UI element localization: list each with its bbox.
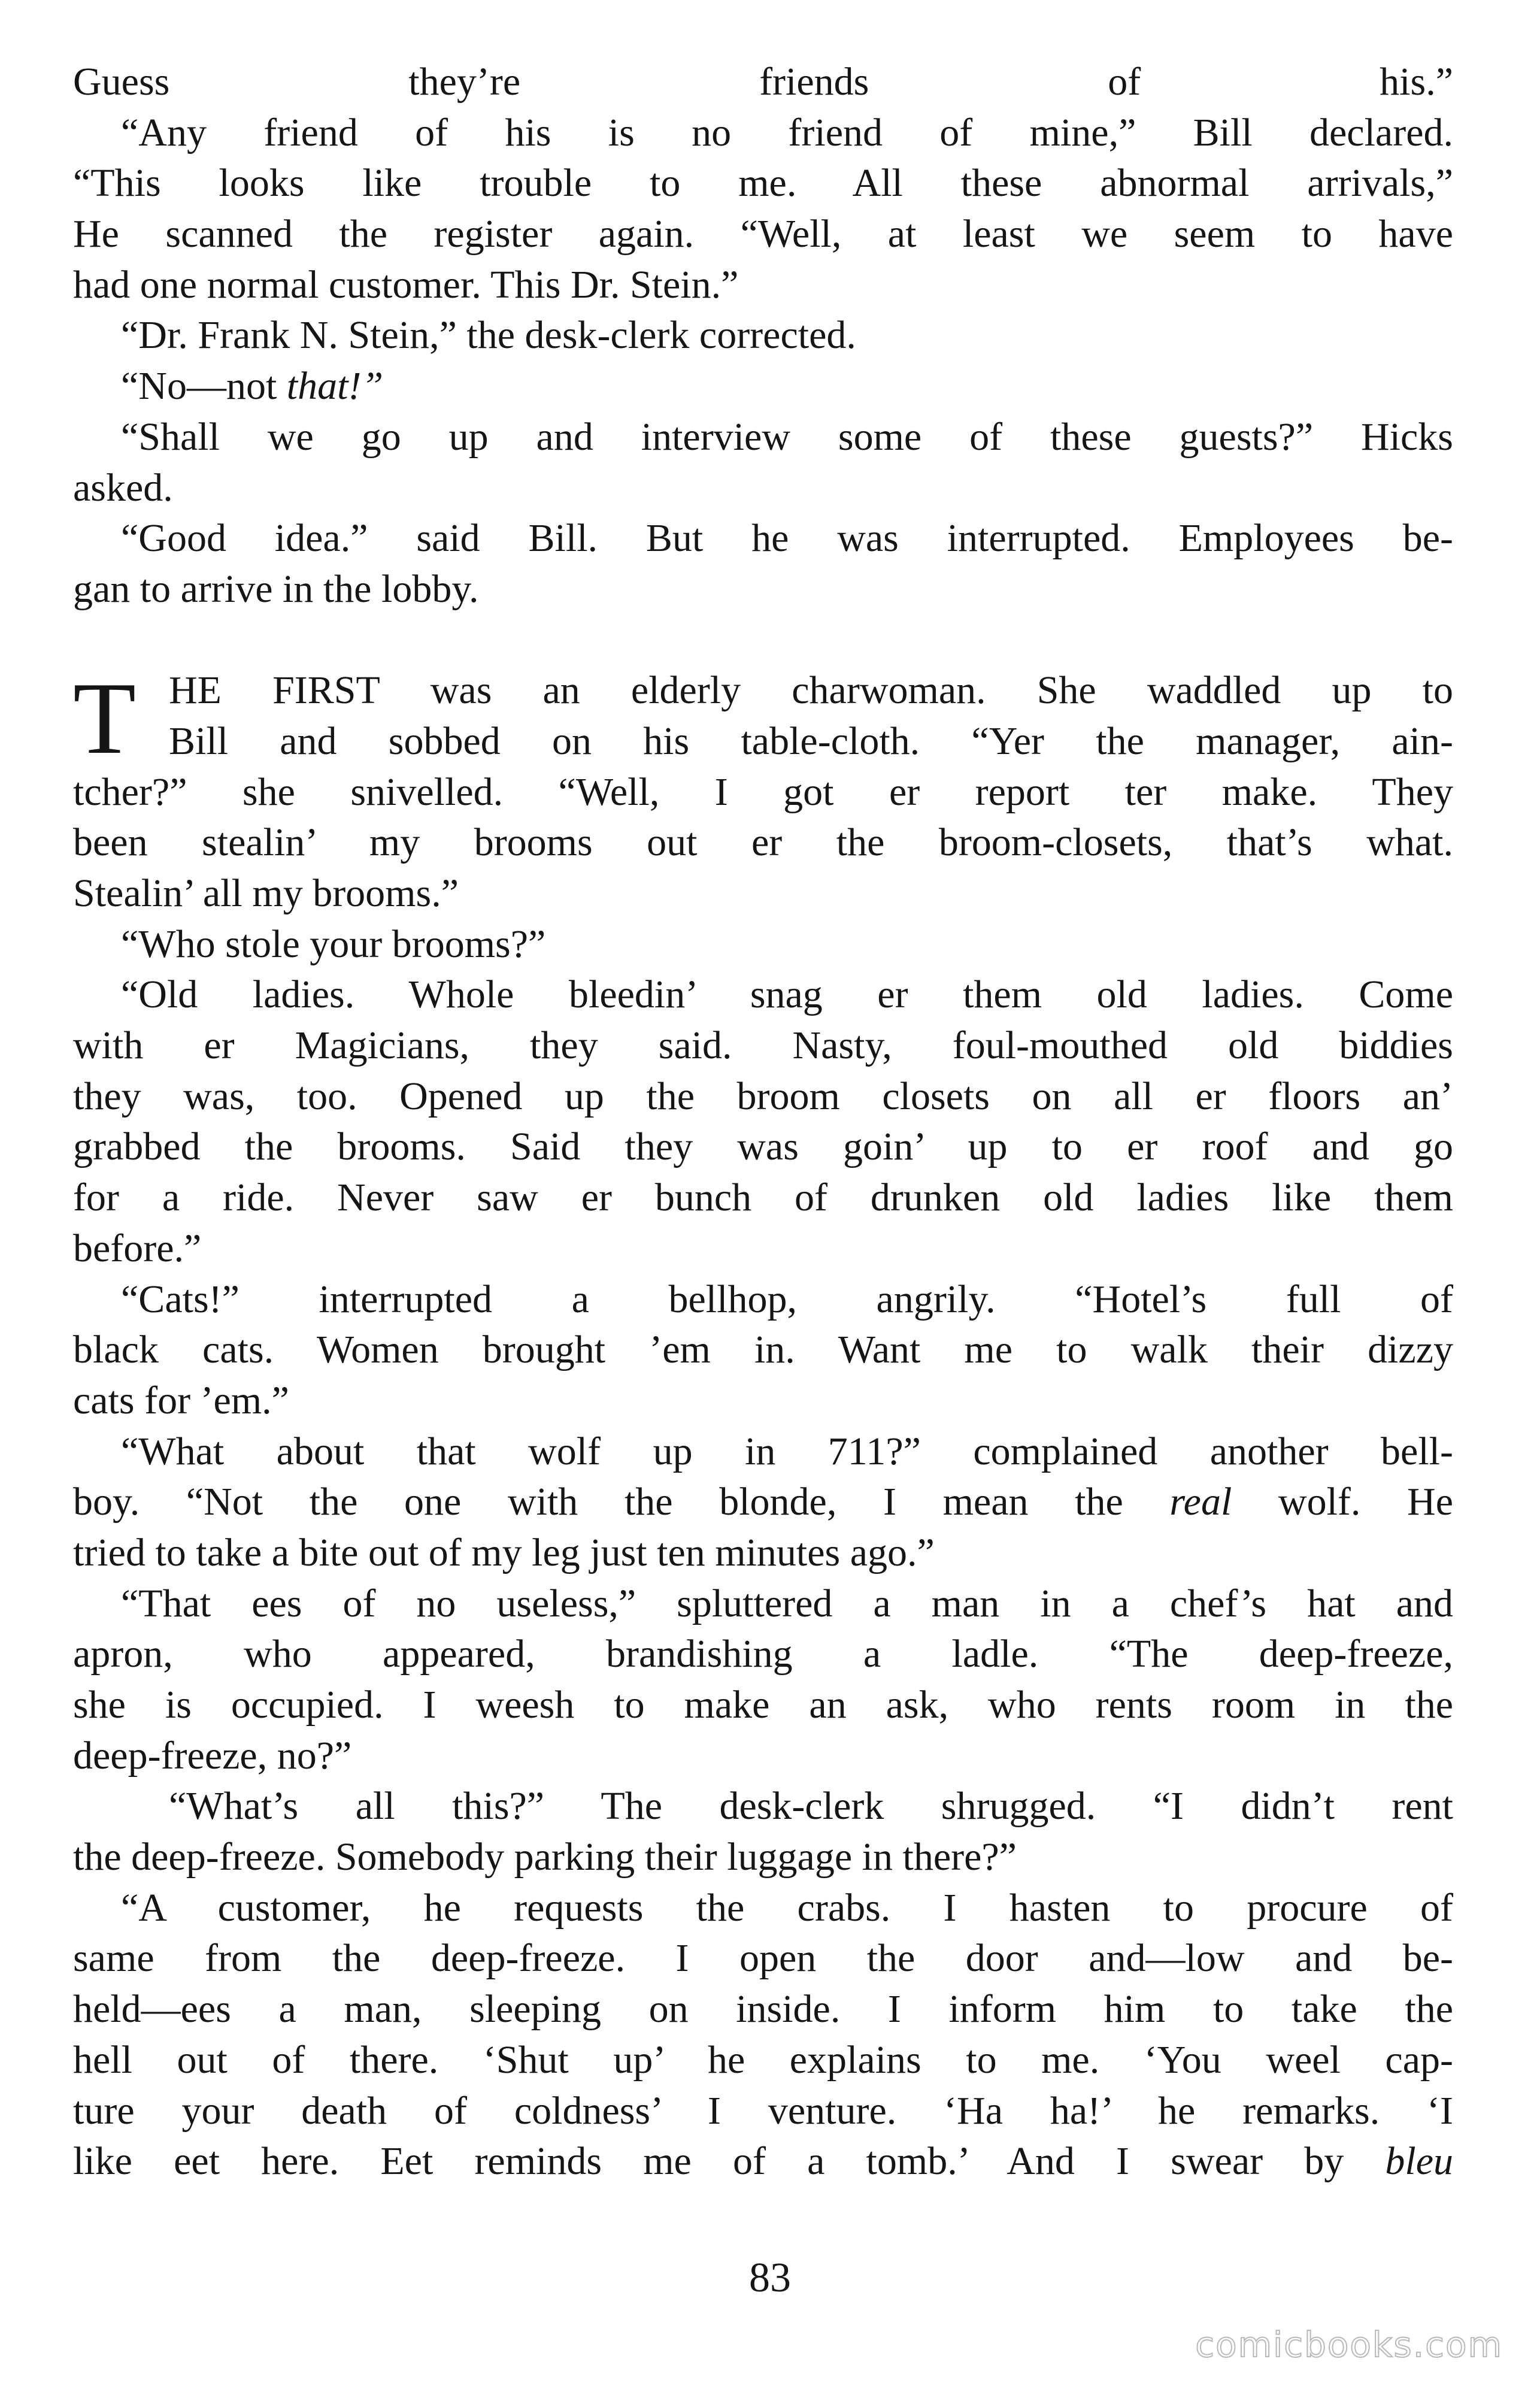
text-line: Guess they’re friends of his.” xyxy=(73,60,1453,104)
text-line: black cats. Women brought ’em in. Want me to walk their dizzy xyxy=(73,1328,1453,1372)
text-line: “Old ladies. Whole bleedin’ snag er them old ladies. Come xyxy=(121,973,1453,1017)
body-text xyxy=(73,57,1453,2187)
text-line: gan to arrive in the lobby. xyxy=(73,567,479,611)
text-line xyxy=(73,2136,1453,2187)
text-line: asked. xyxy=(73,465,173,510)
text-line: “What’s all this?” The desk-clerk shrugged. “I didn’t rent xyxy=(169,1784,1453,1828)
text-line: HE FIRST was an elderly charwoman. She waddled up to xyxy=(169,668,1453,713)
text-line: Bill and sobbed on his table-cloth. “Yer the manager, ain- xyxy=(169,719,1453,763)
text-line: held—ees a man, sleeping on inside. I inform him to take the xyxy=(73,1987,1453,2031)
text-line: had one normal customer. This Dr. Stein.” xyxy=(73,262,739,307)
page-number: 83 xyxy=(749,2255,791,2301)
text-line: “Dr. Frank N. Stein,” the desk-clerk corrected. xyxy=(121,313,856,358)
text-line: “Who stole your brooms?” xyxy=(121,922,546,966)
text-line: deep-freeze, no?” xyxy=(73,1733,352,1778)
drop-cap: T xyxy=(73,662,137,776)
text-span: like eet here. Eet reminds me of a tomb.’ And I swear by xyxy=(73,2139,1386,2184)
italic-text: bleu xyxy=(1385,2139,1453,2184)
text-line: “Any friend of his is no friend of mine,” Bill declared. xyxy=(121,110,1453,155)
text-span: wolf. He xyxy=(1232,1480,1454,1524)
text-span: boy. “Not the one with the blonde, I mean the xyxy=(73,1480,1170,1524)
text-line: been stealin’ my brooms out er the broom-closets, that’s what. xyxy=(73,820,1453,865)
text-line: “A customer, he requests the crabs. I hasten to procure of xyxy=(121,1885,1453,1930)
text-line: they was, too. Opened up the broom closets on all er floors an’ xyxy=(73,1074,1453,1118)
text-line: tried to take a bite out of my leg just ten minutes ago.” xyxy=(73,1530,935,1574)
text-line: He scanned the register again. “Well, at least we seem to have xyxy=(73,212,1453,256)
text-line xyxy=(73,361,1453,412)
text-line: the deep-freeze. Somebody parking their luggage in there?” xyxy=(73,1835,1017,1879)
text-line: before.” xyxy=(73,1226,202,1270)
text-line: tcher?” she snivelled. “Well, I got er report ter make. They xyxy=(73,770,1453,814)
text-span: “No—not xyxy=(121,364,287,408)
text-line: grabbed the brooms. Said they was goin’ up to er roof and go xyxy=(73,1125,1453,1169)
text-line: she is occupied. I weesh to make an ask, who rents room in the xyxy=(73,1683,1453,1727)
section-break xyxy=(73,615,1453,666)
text-line: “Shall we go up and interview some of these guests?” Hicks xyxy=(121,414,1453,459)
text-line: apron, who appeared, brandishing a ladle. “The deep-freeze, xyxy=(73,1632,1453,1676)
text-line: same from the deep-freeze. I open the door and—low and be- xyxy=(73,1936,1453,1981)
text-line: “This looks like trouble to me. All these abnormal arrivals,” xyxy=(73,161,1453,205)
text-line: “Good idea.” said Bill. But he was interrupted. Employees be- xyxy=(121,516,1453,561)
italic-text: that!” xyxy=(286,364,384,408)
text-line: cats for ’em.” xyxy=(73,1378,289,1422)
text-line: “That ees of no useless,” spluttered a man in a chef’s hat and xyxy=(121,1581,1453,1625)
text-line xyxy=(73,1477,1453,1528)
text-line: ture your death of coldness’ I venture. ‘Ha ha!’ he remarks. ‘I xyxy=(73,2088,1453,2133)
watermark: comicbooks.com xyxy=(1195,2324,1503,2365)
text-line: with er Magicians, they said. Nasty, foul-mouthed old biddies xyxy=(73,1024,1453,1068)
italic-text: real xyxy=(1169,1480,1232,1524)
drop-cap-paragraph xyxy=(73,662,1453,776)
text-line: hell out of there. ‘Shut up’ he explains to me. ‘You weel cap- xyxy=(73,2037,1453,2082)
text-line: for a ride. Never saw er bunch of drunken old ladies like them xyxy=(73,1176,1453,1220)
text-line: “Cats!” interrupted a bellhop, angrily. “Hotel’s full of xyxy=(121,1277,1453,1321)
text-line: “What about that wolf up in 711?” complained another bell- xyxy=(121,1429,1453,1473)
text-line: Stealin’ all my brooms.” xyxy=(73,871,459,915)
